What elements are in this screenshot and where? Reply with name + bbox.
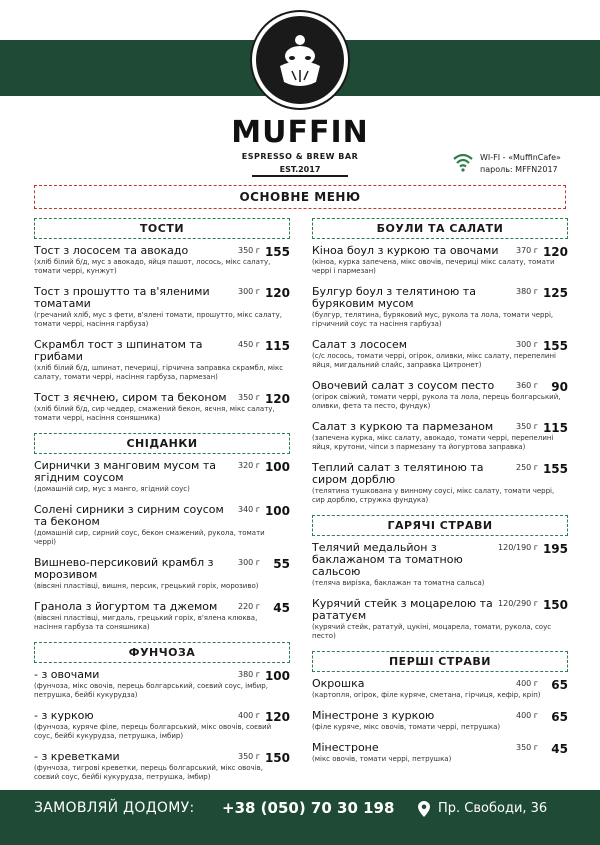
- menu-item-name: - з куркою: [34, 709, 94, 722]
- menu-item-price: 55: [273, 557, 290, 571]
- menu-item-weight: 340 г: [237, 505, 260, 514]
- menu-item-name: Мінестроне з куркою: [312, 709, 435, 722]
- menu-item-name: Кіноа боул з куркою та овочами: [312, 244, 499, 257]
- menu-item-name: Овочевий салат з соусом песто: [312, 379, 495, 392]
- muffin-mascot-icon: [256, 16, 344, 104]
- menu-item-weight: 350 г: [237, 393, 260, 402]
- menu-item-description: (курячий стейк, рататуй, цукіні, моцарела, томати, рукола, соус песто): [312, 623, 552, 640]
- menu-item: [312, 462, 568, 505]
- footer-phone[interactable]: +38 (050) 70 30 198: [222, 799, 395, 817]
- brand-underline: [252, 175, 348, 177]
- menu-item: [34, 504, 290, 547]
- menu-item-name: Тост з яєчнею, сиром та беконом: [34, 391, 227, 404]
- menu-item: [34, 339, 290, 382]
- menu-item: [34, 245, 290, 276]
- menu-item-price: 65: [551, 710, 568, 724]
- menu-item-name: Скрамбл тост з шпинатом та грибами: [34, 338, 203, 363]
- menu-item: [312, 380, 568, 411]
- menu-item-description: (домашній сир, сирний соус, бекон смажений, рукола, томати черрі): [34, 529, 265, 546]
- menu-item-price: 100: [264, 669, 290, 683]
- menu-item-weight: 350 г: [515, 743, 538, 752]
- menu-item-description: (вівсяні пластівці, мигдаль, грецький горіх, в'ялена клюква, насіння гарбуза та соняшника): [34, 614, 258, 631]
- brand-established: EST.2017: [279, 165, 321, 174]
- footer-order-label: ЗАМОВЛЯЙ ДОДОМУ:: [34, 800, 195, 816]
- menu-item-weight: 350 г: [237, 246, 260, 255]
- menu-item-price: 115: [264, 339, 290, 353]
- menu-title: ОСНОВНЕ МЕНЮ: [34, 185, 566, 209]
- section-title: ГАРЯЧІ СТРАВИ: [312, 515, 568, 536]
- wifi-icon: [452, 152, 474, 172]
- menu-item-name: - з креветками: [34, 750, 120, 763]
- menu-item-description: (вівсяні пластівці, вишня, персик, грецький горіх, морозиво): [34, 582, 259, 590]
- section-title: ТОСТИ: [34, 218, 290, 239]
- menu-item: [312, 286, 568, 329]
- menu-item-price: 150: [542, 598, 568, 612]
- menu-item-price: 120: [264, 710, 290, 724]
- menu-item-description: (мікс овочів, томати черрі, петрушка): [312, 755, 452, 763]
- menu-item-weight: 120/190 г: [498, 543, 538, 552]
- menu-item-name: Гранола з йогуртом та джемом: [34, 600, 218, 613]
- menu-item-price: 100: [264, 460, 290, 474]
- menu-item-description: (домашній сир, мус з манго, ягідний соус): [34, 485, 190, 493]
- menu-column-left: [34, 218, 290, 792]
- menu-item-price: 100: [264, 504, 290, 518]
- menu-item-weight: 300 г: [237, 287, 260, 296]
- menu-item-name: Салат з лососем: [312, 338, 408, 351]
- menu-item: [312, 678, 568, 700]
- menu-item-name: Курячий стейк з моцарелою та рататуєм: [312, 597, 493, 622]
- menu-item-name: Салат з куркою та пармезаном: [312, 420, 494, 433]
- menu-item-weight: 300 г: [237, 558, 260, 567]
- muffin-logo: [252, 12, 348, 108]
- menu-item: [312, 542, 568, 588]
- menu-item: [34, 601, 290, 632]
- menu-item-weight: 450 г: [237, 340, 260, 349]
- menu-item-weight: 350 г: [237, 752, 260, 761]
- menu-item-description: (кіноа, курка запечена, мікс овочів, печериці мікс салату, томати черрі і пармезан): [312, 258, 555, 275]
- menu-item-name: Булгур боул з телятиною та буряковим мусом: [312, 285, 476, 310]
- wifi-info: [480, 152, 561, 176]
- section-title: ФУНЧОЗА: [34, 642, 290, 663]
- menu-item-price: 155: [264, 245, 290, 259]
- menu-item: [34, 669, 290, 700]
- menu-item-weight: 370 г: [515, 246, 538, 255]
- menu-item-price: 45: [273, 601, 290, 615]
- menu-item-weight: 300 г: [515, 340, 538, 349]
- menu-item: [34, 460, 290, 494]
- wifi-password: пароль: MFFN2017: [480, 165, 558, 174]
- wifi-network: WI-FI - «MuffinCafe»: [480, 153, 561, 162]
- menu-item-description: (картопля, огірок, філе куряче, сметана, гірчиця, кефір, кріп): [312, 691, 541, 699]
- menu-column-right: [312, 218, 568, 774]
- menu-item-price: 120: [264, 286, 290, 300]
- menu-item-price: 150: [264, 751, 290, 765]
- menu-item-weight: 250 г: [515, 463, 538, 472]
- location-pin-icon: [418, 801, 430, 817]
- menu-item-name: Теплий салат з телятиною та сиром дорблю: [312, 461, 484, 486]
- menu-item-name: - з овочами: [34, 668, 100, 681]
- menu-item-price: 155: [542, 339, 568, 353]
- menu-item-weight: 350 г: [515, 422, 538, 431]
- menu-item-description: (гречаний хліб, мус з фети, в'ялені томати, прошутто, мікс салату, томати черрі, насіння гарбуза): [34, 311, 283, 328]
- section-title: БОУЛИ ТА САЛАТИ: [312, 218, 568, 239]
- menu-item-description: (хліб білий б/д, сир чеддер, смажений бекон, яєчня, мікс салату, томати черрі, насіння соняшника): [34, 405, 275, 422]
- menu-item-weight: 400 г: [515, 679, 538, 688]
- menu-item-price: 65: [551, 678, 568, 692]
- menu-item: [34, 710, 290, 741]
- menu-item-weight: 320 г: [237, 461, 260, 470]
- menu-item: [312, 245, 568, 276]
- section-title: ПЕРШІ СТРАВИ: [312, 651, 568, 672]
- menu-item: [312, 339, 568, 370]
- menu-item-name: Вишнево-персиковий крамбл з морозивом: [34, 556, 214, 581]
- footer-band: [0, 790, 600, 845]
- menu-item: [34, 751, 290, 782]
- menu-item: [34, 286, 290, 329]
- menu-item-price: 155: [542, 462, 568, 476]
- menu-item-description: (хліб білий б/д, мус з авокадо, яйця пашот, лосось, мікс салату, томати черрі, кунжут): [34, 258, 271, 275]
- menu-item-weight: 360 г: [515, 381, 538, 390]
- menu-item-name: Окрошка: [312, 677, 365, 690]
- menu-item-description: (с/с лосось, томати черрі, огірок, оливки, мікс салату, перепелині яйця, мигдальний слайс, заправка Цитронет): [312, 352, 556, 369]
- menu-item: [312, 710, 568, 732]
- menu-item-description: (запечена курка, мікс салату, авокадо, томати черрі, перепелині яйця, крутони, чіпси з пармезану та йогуртова заправка): [312, 434, 554, 451]
- menu-item: [312, 598, 568, 641]
- brand-subtitle: ESPRESSO & BREW BAR: [241, 152, 359, 161]
- menu-item-name: Телячий медальйон з баклажаном та томатною сальсою: [312, 541, 463, 578]
- menu-item-weight: 400 г: [237, 711, 260, 720]
- menu-item-description: (теляча вирізка, баклажан та томатна сальса): [312, 579, 485, 587]
- menu-item-description: (фунчоза, мікс овочів, перець болгарський, соєвий соус, імбир, петрушка, бейбі кукурудза): [34, 682, 268, 699]
- menu-item-description: (фунчоза, тигрові креветки, перець болгарський, мікс овочів, соєвий соус, бейбі кукурудза, петрушка, імбир): [34, 764, 263, 781]
- menu-item-description: (хліб білий б/д, шпинат, печериці, гірчична заправка скрамбл, мікс салату, томати черрі, насіння гарбуза, пармезан): [34, 364, 284, 381]
- menu-item-name: Сирнички з манговим мусом та ягідним соусом: [34, 459, 216, 484]
- menu-item: [34, 392, 290, 423]
- menu-item-price: 125: [542, 286, 568, 300]
- menu-item: [312, 742, 568, 764]
- menu-item-price: 45: [551, 742, 568, 756]
- menu-item-price: 120: [542, 245, 568, 259]
- footer-address: Пр. Свободи, 36: [438, 801, 548, 816]
- menu-item-description: (фунчоза, куряче філе, перець болгарський, мікс овочів, соєвий соус, бейбі кукурудза, петрушка, імбир): [34, 723, 272, 740]
- menu-item-weight: 220 г: [237, 602, 260, 611]
- menu-item-name: Солені сирники з сирним соусом та беконом: [34, 503, 224, 528]
- menu-item-price: 120: [264, 392, 290, 406]
- menu-item-name: Тост з лососем та авокадо: [34, 244, 189, 257]
- menu-item-weight: 380 г: [237, 670, 260, 679]
- menu-item-weight: 120/290 г: [498, 599, 538, 608]
- menu-item-name: Тост з прошутто та в'яленими томатами: [34, 285, 210, 310]
- menu-item-description: (булгур, телятина, буряковий мус, рукола та лола, томати черрі, гірчичний соус та насіння гарбуза): [312, 311, 554, 328]
- menu-item-price: 90: [551, 380, 568, 394]
- brand-name: MUFFIN: [231, 115, 369, 150]
- menu-item-weight: 400 г: [515, 711, 538, 720]
- menu-item-description: (філе куряче, мікс овочів, томати черрі, петрушка): [312, 723, 501, 731]
- menu-item-price: 195: [542, 542, 568, 556]
- menu-item-weight: 380 г: [515, 287, 538, 296]
- menu-item-price: 115: [542, 421, 568, 435]
- menu-item-description: (телятина тушкована у винному соусі, мікс салату, томати черрі, сир дорблю, стружка фундука): [312, 487, 555, 504]
- menu-item-name: Мінестроне: [312, 741, 379, 754]
- section-title: СНІДАНКИ: [34, 433, 290, 454]
- menu-item: [312, 421, 568, 452]
- menu-item: [34, 557, 290, 591]
- menu-item-description: (огірок свіжий, томати черрі, рукола та лола, перець болгарський, оливки, фета та песто, фундук): [312, 393, 561, 410]
